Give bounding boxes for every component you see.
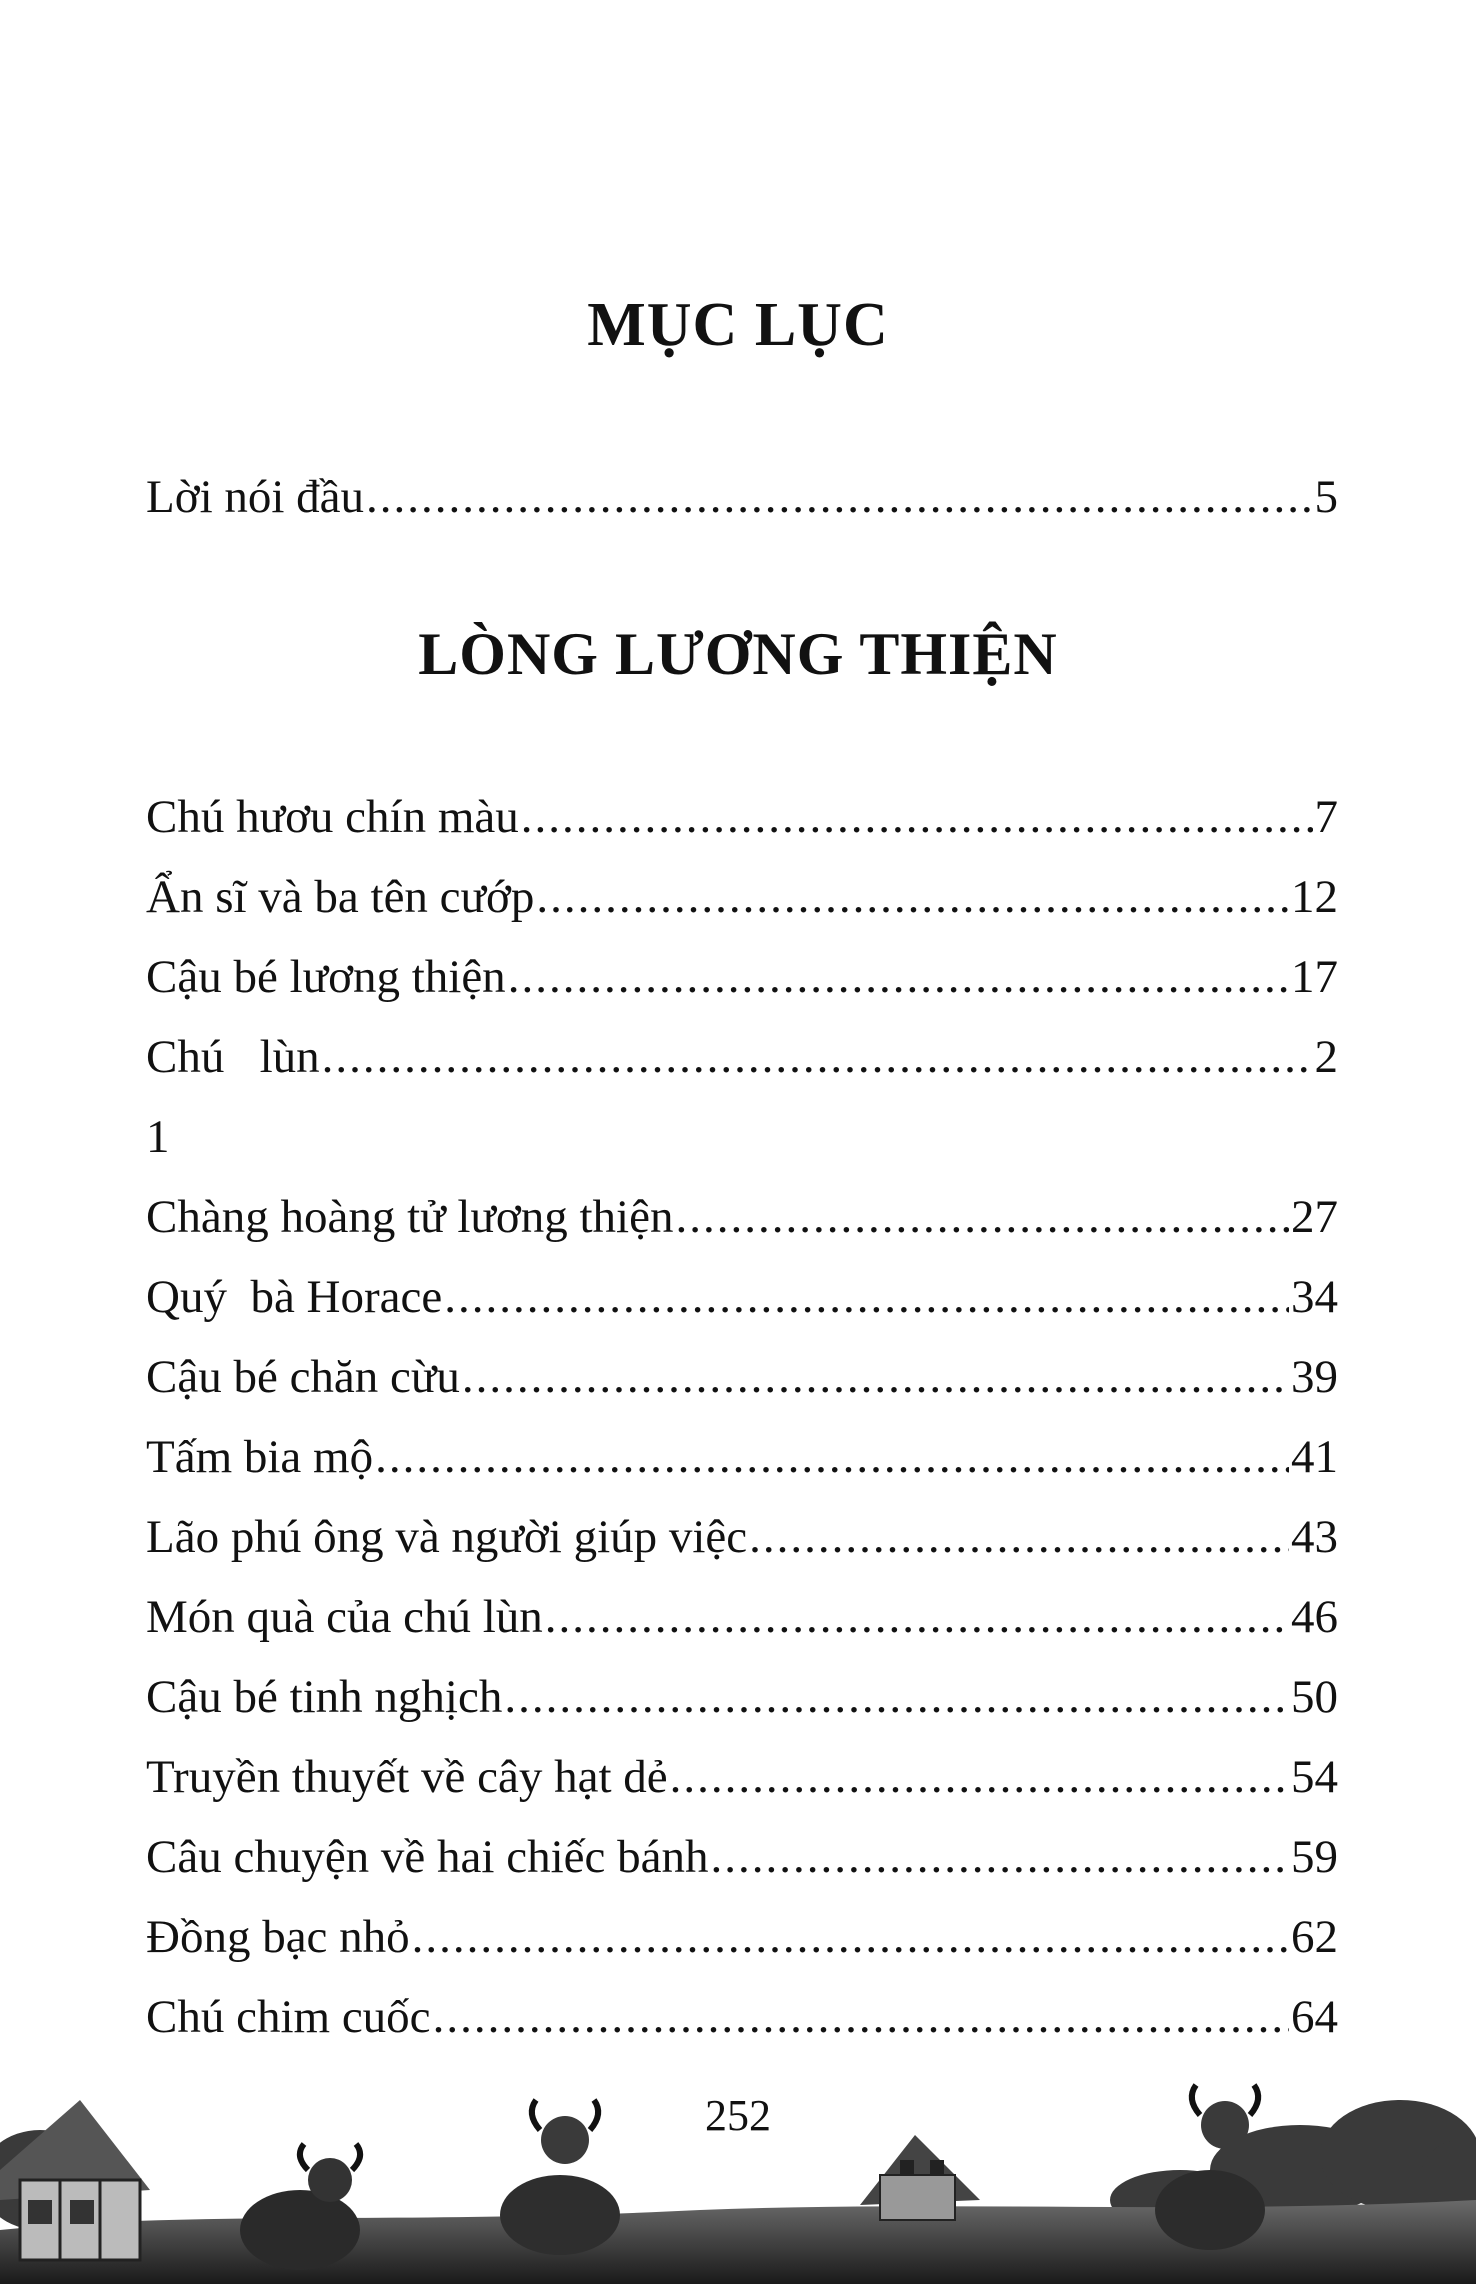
- stray-number: 1: [146, 1111, 170, 1163]
- toc-entry-page: 54: [1291, 1751, 1338, 1803]
- toc-entry[interactable]: [146, 1430, 1338, 1494]
- toc-entry[interactable]: [146, 1670, 1338, 1734]
- toc-entry-page: 34: [1291, 1271, 1338, 1323]
- toc-entry-page: 64: [1291, 1991, 1338, 2043]
- toc-entry[interactable]: [146, 1350, 1338, 1414]
- toc-entry[interactable]: [146, 790, 1338, 854]
- toc-entry-page: 41: [1291, 1431, 1338, 1483]
- toc-entry[interactable]: [146, 1830, 1338, 1894]
- toc-entry-label: Câu chuyện về hai chiếc bánh: [146, 1831, 709, 1883]
- section-title: LÒNG LƯƠNG THIỆN: [418, 621, 1058, 687]
- toc-entry-label: Lời nói đầu: [146, 471, 365, 523]
- toc-entry-label: Cậu bé lương thiện: [146, 951, 506, 1003]
- toc-entry[interactable]: [146, 1510, 1338, 1574]
- toc-entry-label: Tấm bia mộ: [146, 1431, 374, 1483]
- toc-entry-page: 2: [1314, 1031, 1338, 1083]
- toc-entry-label: Chàng hoàng tử lương thiện: [146, 1191, 674, 1243]
- toc-entry-page: 43: [1291, 1511, 1338, 1563]
- dot-leader: [508, 950, 1289, 1004]
- dot-leader: [670, 1750, 1289, 1804]
- dot-leader: [504, 1670, 1289, 1724]
- dot-leader: [412, 1910, 1289, 1964]
- dot-leader: [433, 1990, 1289, 2044]
- toc-entry[interactable]: [146, 1190, 1338, 1254]
- toc-entry-label: Ẩn sĩ và ba tên cướp: [146, 871, 535, 923]
- toc-entry-page: 12: [1291, 871, 1338, 923]
- toc-entry-label: Lão phú ông và người giúp việc: [146, 1511, 748, 1563]
- toc-entry[interactable]: [146, 1590, 1338, 1654]
- dot-leader: [366, 470, 1312, 524]
- toc-entry-page: 27: [1291, 1191, 1338, 1243]
- toc-entry-label: Truyền thuyết về cây hạt dẻ: [146, 1751, 668, 1803]
- toc-entry-page: 50: [1291, 1671, 1338, 1723]
- toc-entry-page: 59: [1291, 1831, 1338, 1883]
- dot-leader: [322, 1030, 1313, 1084]
- toc-entry[interactable]: [146, 1270, 1338, 1334]
- toc-entry-label: Món quà của chú lùn: [146, 1591, 543, 1643]
- dot-leader: [536, 870, 1289, 924]
- page-number: 252: [705, 2091, 771, 2140]
- toc-entry-page: 17: [1291, 951, 1338, 1003]
- toc-entry-label: Quý bà Horace: [146, 1271, 443, 1323]
- ram-icon: [240, 2144, 360, 2270]
- dot-leader: [462, 1350, 1289, 1404]
- toc-entry[interactable]: [146, 870, 1338, 934]
- dot-leader: [375, 1430, 1289, 1484]
- toc-entry-page: 5: [1314, 471, 1338, 523]
- dot-leader: [675, 1190, 1289, 1244]
- toc-entry[interactable]: [146, 1910, 1338, 1974]
- toc-entry[interactable]: [146, 1030, 1338, 1094]
- toc-entry[interactable]: [146, 1750, 1338, 1814]
- page-title: MỤC LỤC: [587, 291, 889, 359]
- toc-entry-label: Cậu bé chăn cừu: [146, 1351, 460, 1403]
- dot-leader: [521, 790, 1313, 844]
- toc-entry-label: Chú chim cuốc: [146, 1991, 431, 2043]
- toc-entry-page: 46: [1291, 1591, 1338, 1643]
- dot-leader: [444, 1270, 1289, 1324]
- toc-entry-page: 62: [1291, 1911, 1338, 1963]
- toc-entry-label: Chú lùn: [146, 1031, 320, 1083]
- toc-entry[interactable]: [146, 950, 1338, 1014]
- toc-entry-label: Đồng bạc nhỏ: [146, 1911, 410, 1963]
- toc-entry-page: 39: [1291, 1351, 1338, 1403]
- dot-leader: [749, 1510, 1289, 1564]
- toc-entry[interactable]: [146, 1990, 1338, 2054]
- toc-entry-label: Chú hươu chín màu: [146, 791, 519, 843]
- dot-leader: [545, 1590, 1289, 1644]
- toc-entry-page: 7: [1314, 791, 1338, 843]
- toc-entry-label: Cậu bé tinh nghịch: [146, 1671, 503, 1723]
- dot-leader: [710, 1830, 1289, 1884]
- toc-entry-preface[interactable]: [146, 470, 1338, 534]
